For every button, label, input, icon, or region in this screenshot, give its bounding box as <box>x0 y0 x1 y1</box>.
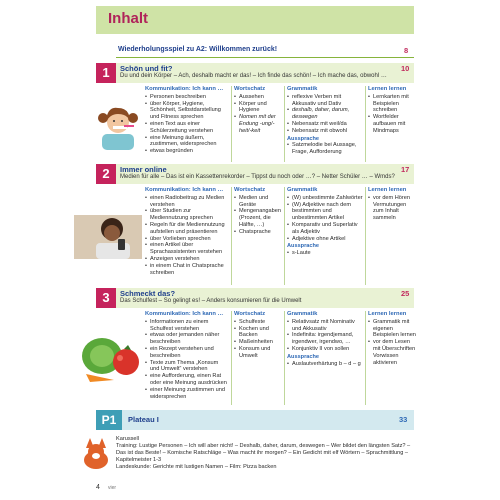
grammar-heading: Grammatik <box>287 86 318 92</box>
divider <box>284 311 285 405</box>
page-number: 4 <box>96 484 100 491</box>
list-item: • vor dem Lesen mit Überschriften Vorwissen aktivieren <box>368 339 418 366</box>
unit-2-learning <box>368 187 418 222</box>
list-item: • Aussehen <box>234 94 282 101</box>
list-item: • Nebensatz mit weil/da <box>287 121 363 128</box>
fox-icon <box>78 436 114 472</box>
list-item: • Personen beschreiben <box>145 94 229 101</box>
unit-2-photo <box>74 215 142 259</box>
list-item: • über Körper, Hygiene, Schönheit, Selbstdarstellung und Fitness sprechen <box>145 101 229 121</box>
communication-heading: Kommunikation: Ich kann … <box>145 86 224 92</box>
learning-heading: Lernen lernen <box>368 187 407 193</box>
unit-2-grammar <box>287 187 363 257</box>
list-item: • Auslautverhärtung b – d – g <box>287 361 363 368</box>
list-item: • vor dem Hören Vermutungen zum Inhalt sammeln <box>368 195 418 222</box>
list-item: • Informationen zu einem Schulfest verstehen <box>145 319 229 333</box>
unit-3-title: Schmeckt das? <box>120 289 176 298</box>
list-item: • über Studien zur Mediennutzung sprechen <box>145 208 229 222</box>
list-item: • Nebensatz mit obwohl <box>287 128 363 135</box>
unit-2-vocabulary <box>234 187 282 236</box>
page-title: Inhalt <box>108 10 148 27</box>
review-game-page: 8 <box>404 46 409 55</box>
divider <box>231 86 232 162</box>
plateau-title: Plateau I <box>128 415 159 424</box>
list-item: • Schulfeste <box>234 319 282 326</box>
list-item: • Regeln für die Mediennutzung aufstellen und präsentieren <box>145 222 229 236</box>
list-item: • Medien und Geräte <box>234 195 282 209</box>
unit-2-communication <box>145 187 229 276</box>
communication-heading: Kommunikation: Ich kann … <box>145 311 224 317</box>
list-item: • Grammatik mit eigenen Beispielen lernen <box>368 319 418 339</box>
unit-1-communication <box>145 86 229 155</box>
pronunciation-heading: Aussprache <box>287 243 320 250</box>
divider <box>231 311 232 405</box>
unit-2-subtitle: Medien für alle – Das ist ein Kassettenrekorder – Tippst du noch oder …? – Netter Schüler … – Wmds? <box>120 174 395 180</box>
list-item: • Konsum und Umwelt <box>234 346 282 360</box>
plateau-content <box>116 436 416 471</box>
list-item: • reflexive Verben mit Akkusativ und Dativ <box>287 94 363 108</box>
divider <box>365 311 366 405</box>
list-item: • Anzeigen verstehen <box>145 256 229 263</box>
list-item: • Texte zum Thema „Konsum und Umwelt“ verstehen <box>145 360 229 374</box>
unit-3-learning <box>368 311 418 366</box>
divider <box>284 86 285 162</box>
unit-1-subtitle: Du und dein Körper – Ach, deshalb macht er das! – Ich finde das schön! – Ich mache das, obwohl … <box>120 73 387 79</box>
unit-1-page: 10 <box>401 64 410 73</box>
learning-heading: Lernen lernen <box>368 311 407 317</box>
vocabulary-heading: Wortschatz <box>234 187 266 193</box>
divider <box>365 187 366 285</box>
list-item: • Lernkarten mit Beispielen schreiben <box>368 94 418 114</box>
plateau-illustration <box>78 436 114 472</box>
learning-heading: Lernen lernen <box>368 86 407 92</box>
list-item: • Relativsatz mit Nominativ und Akkusativ <box>287 319 363 333</box>
list-item: • Körper und Hygiene <box>234 101 282 115</box>
list-item: • etwas oder jemanden näher beschreiben <box>145 332 229 346</box>
communication-heading: Kommunikation: Ich kann … <box>145 187 224 193</box>
grammar-heading: Grammatik <box>287 311 318 317</box>
list-item: • Konjunktiv II von sollen <box>287 346 363 353</box>
vocabulary-heading: Wortschatz <box>234 86 266 92</box>
list-item: • Chatsprache <box>234 229 282 236</box>
list-item: • deshalb, daher, darum, deswegen <box>287 107 363 121</box>
unit-3-page: 25 <box>401 289 410 298</box>
review-game-title: Wiederholungsspiel zu A2: Willkommen zurück! <box>118 46 278 53</box>
pronunciation-heading: Aussprache <box>287 353 320 360</box>
grammar-heading: Grammatik <box>287 187 318 193</box>
list-item: • Nomen mit der Endung -ung/-heit/-keit <box>234 114 282 134</box>
divider <box>365 86 366 162</box>
unit-3-illustration <box>80 328 144 384</box>
unit-1-learning <box>368 86 418 135</box>
list-item: • Mengenangaben (Prozent, die Hälfte, …) <box>234 208 282 228</box>
plateau-number: P1 <box>96 410 122 430</box>
unit-2-page: 17 <box>401 165 410 174</box>
divider <box>284 187 285 285</box>
plateau-line: Landeskunde: Gerichte mit lustigen Namen – Film: Pizza backen <box>116 464 277 470</box>
list-item: • (W) unbestimmte Zahlwörter <box>287 195 363 202</box>
unit-3-grammar <box>287 311 363 367</box>
plateau-line: Karussell <box>116 436 140 442</box>
unit-3-communication <box>145 311 229 400</box>
list-item: • Komparativ und Superlativ als Adjektiv <box>287 222 363 236</box>
plateau-line: Training: Lustige Personen – Ich will aber nicht! – Deshalb, daher, darum, deswegen – Wer bildet den längsten Satz? – Das ist das Beste! – Komische Ratschläge – Was macht ihr morgen? – Ein Gedicht mit elf Wörtern – Sprachmittlung – Kapitelmeister 1-3 <box>116 443 411 463</box>
page-number-word: vier <box>108 485 117 491</box>
list-item: • Indefinita: irgendjemand, irgendwer, irgendwo, … <box>287 332 363 346</box>
unit-1-number: 1 <box>96 63 116 83</box>
list-item: • etwas begründen <box>145 148 229 155</box>
divider <box>116 57 414 58</box>
unit-3-subtitle: Das Schulfest – So gelingt es! – Anders konsumieren für die Umwelt <box>120 298 302 304</box>
vegetables-icon <box>80 328 144 384</box>
unit-2-number: 2 <box>96 164 116 184</box>
list-item: • einer Meinung zustimmen und widersprechen <box>145 387 229 401</box>
list-item: • eine Aufforderung, einen Rat oder eine Meinung ausdrücken <box>145 373 229 387</box>
list-item: • über Vorlieben sprechen <box>145 236 229 243</box>
list-item: • ein Rezept verstehen und beschreiben <box>145 346 229 360</box>
vocabulary-heading: Wortschatz <box>234 311 266 317</box>
unit-3-vocabulary <box>234 311 282 360</box>
list-item: • Satzmelodie bei Aussage, Frage, Aufforderung <box>287 142 363 156</box>
list-item: • einen Radiobeitrag zu Medien verstehen <box>145 195 229 209</box>
list-item: • einen Text aus einer Schülerzeitung verstehen <box>145 121 229 135</box>
unit-2-title: Immer online <box>120 165 167 174</box>
unit-1-title: Schön und fit? <box>120 64 173 73</box>
list-item: • Kochen und Backen <box>234 326 282 340</box>
list-item: • Maßeinheiten <box>234 339 282 346</box>
plateau-page: 33 <box>399 415 408 424</box>
divider <box>231 187 232 285</box>
pronunciation-heading: Aussprache <box>287 135 320 142</box>
list-item: • Adjektive ohne Artikel <box>287 236 363 243</box>
list-item: • Wortfelder aufbauen mit Mindmaps <box>368 114 418 134</box>
unit-1-grammar <box>287 86 363 156</box>
list-item: • in einem Chat in Chatsprache schreiben <box>145 263 229 277</box>
list-item: • eine Meinung äußern, zustimmen, widersprechen <box>145 135 229 149</box>
unit-3-number: 3 <box>96 288 116 308</box>
list-item: • einen Artikel über Sprachassistenten verstehen <box>145 242 229 256</box>
list-item: • s-Laute <box>287 250 363 257</box>
list-item: • (W) Adjektive nach dem bestimmten und unbestimmten Artikel <box>287 202 363 222</box>
unit-1-illustration <box>94 100 142 150</box>
unit-1-vocabulary <box>234 86 282 135</box>
person-with-phone-icon <box>74 215 142 259</box>
toothbrush-girl-icon <box>94 100 142 150</box>
